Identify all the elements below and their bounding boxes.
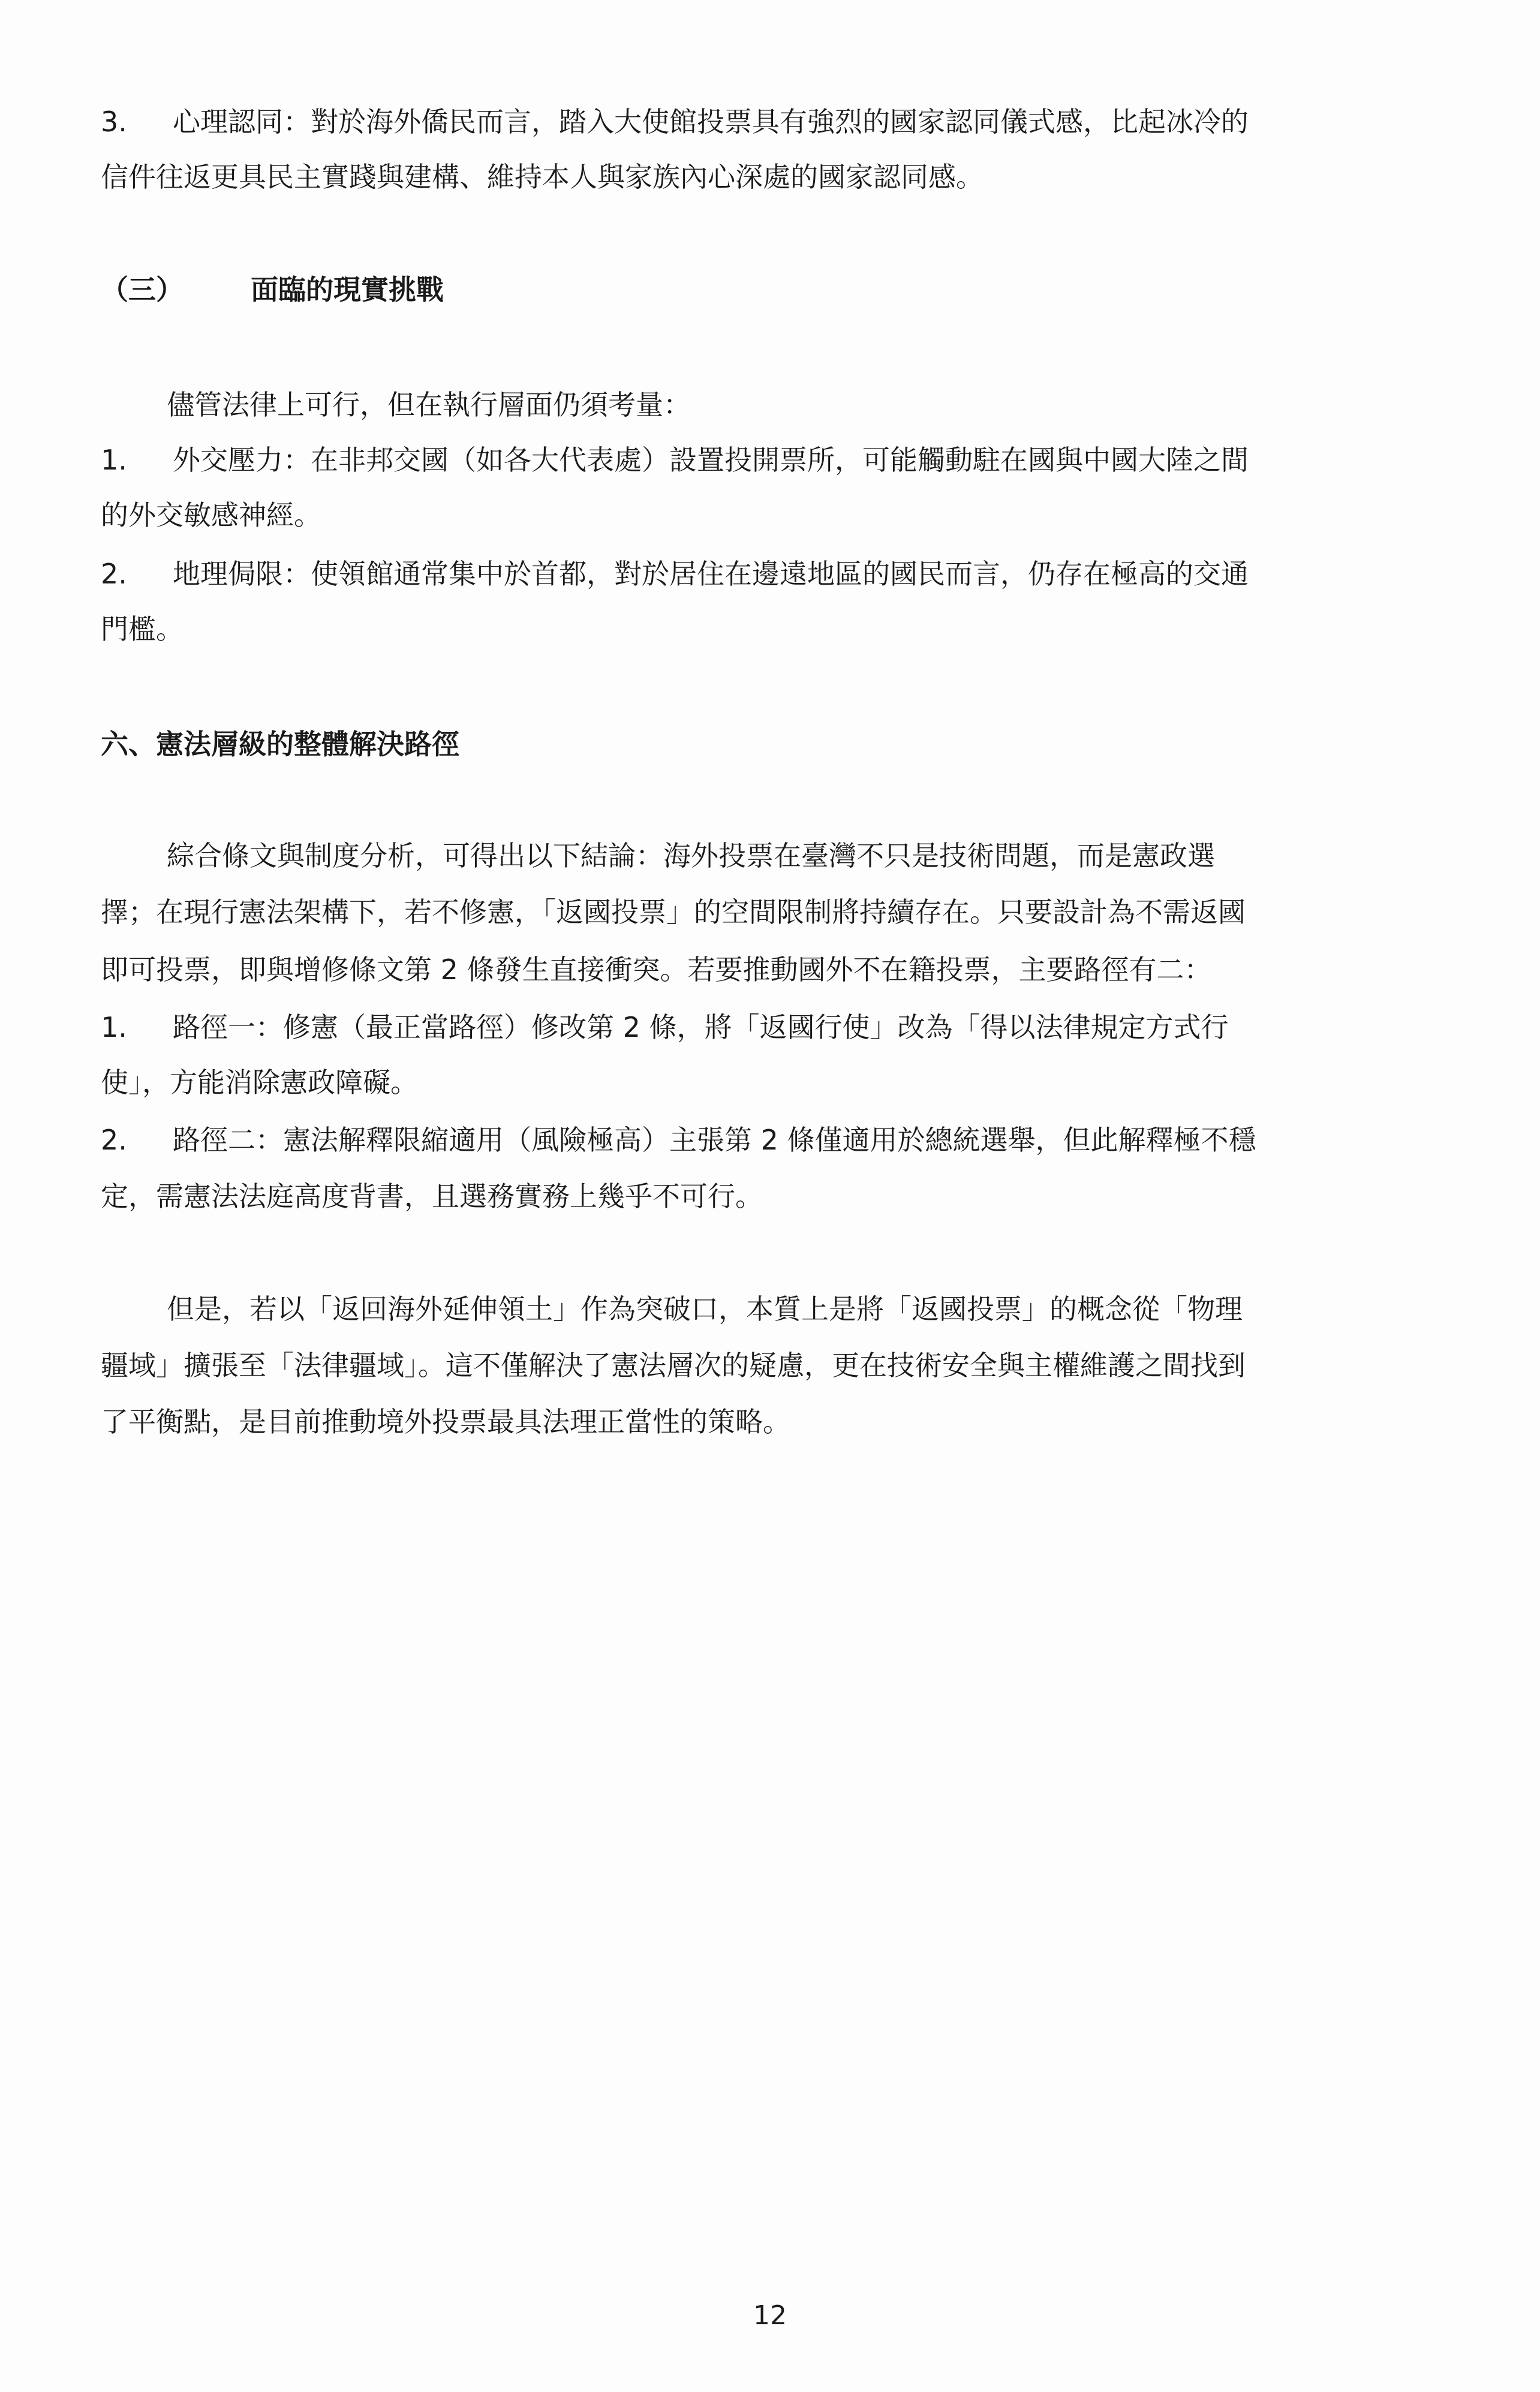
item-3-line-2: 信件往返更具民主實踐與建構、維持本人與家族內心深處的國家認同感。 [101,161,983,193]
section-6-p1-line-1: 綜合條文與制度分析，可得出以下結論：海外投票在臺灣不只是技術問題，而是憲政選 [167,840,1215,872]
subsection-number: （三） [101,273,184,306]
section-6-title: 六、憲法層級的整體解決路徑 [101,728,459,760]
path-1-line-1 [101,1013,1229,1041]
item-3-text: 心理認同：對於海外僑民而言，踏入大使館投票具有強烈的國家認同儀式感，比起冰冷的 [173,106,1249,138]
item-3-line-1 [101,108,1249,136]
section-6-p1-line-2: 擇；在現行憲法架構下，若不修憲，「返國投票」的空間限制將持續存在。只要設計為不需返國 [101,896,1246,928]
challenge-2-text: 地理侷限：使領館通常集中於首都，對於居住在邊遠地區的國民而言，仍存在極高的交通 [173,558,1249,590]
challenge-1-text: 外交壓力：在非邦交國（如各大代表處）設置投開票所，可能觸動駐在國與中國大陸之間 [173,444,1249,476]
path-2-number: 2. [101,1124,127,1156]
path-2-text: 路徑二：憲法解釋限縮適用（風險極高）主張第 2 條僅適用於總統選舉，但此解釋極不穩 [173,1124,1256,1156]
path-1-line-2: 使」，方能消除憲政障礙。 [101,1066,418,1099]
challenge-2-line-2: 門檻。 [101,613,184,645]
challenge-2-number: 2. [101,558,127,590]
section-6-p2-line-2: 疆域」擴張至「法律疆域」。這不僅解決了憲法層次的疑慮，更在技術安全與主權維護之間找到 [101,1349,1246,1382]
section-6-p2-line-3: 了平衡點，是目前推動境外投票最具法理正當性的策略。 [101,1406,790,1438]
path-2-line-1 [101,1126,1256,1154]
path-2-line-2: 定，需憲法法庭高度背書，且選務實務上幾乎不可行。 [101,1180,763,1212]
challenge-2-line-1 [101,560,1249,588]
item-3-number: 3. [101,106,127,138]
section-6-p2-line-1: 但是，若以「返回海外延伸領土」作為突破口，本質上是將「返國投票」的概念從「物理 [167,1293,1243,1325]
challenge-1-line-2: 的外交敏感神經。 [101,499,321,531]
path-1-number: 1. [101,1011,127,1043]
challenge-1-line-1 [101,446,1249,474]
subsection-heading [101,273,444,306]
subsection-title: 面臨的現實挑戰 [251,273,444,306]
challenges-intro: 儘管法律上可行，但在執行層面仍須考量： [167,389,691,421]
challenge-1-number: 1. [101,444,127,476]
page-number: 12 [753,2300,787,2331]
section-6-p1-line-3: 即可投票，即與增修條文第 2 條發生直接衝突。若要推動國外不在籍投票，主要路徑有二： [101,953,1212,986]
path-1-text: 路徑一：修憲（最正當路徑）修改第 2 條，將「返國行使」改為「得以法律規定方式行 [173,1011,1229,1043]
